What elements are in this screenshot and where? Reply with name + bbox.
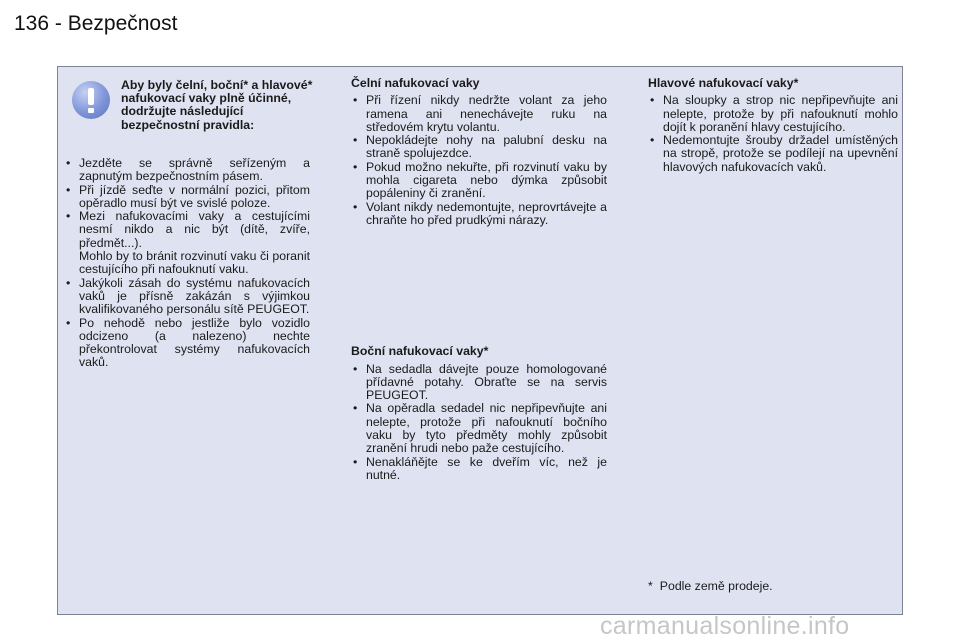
section-title: Hlavové nafukovací vaky* [648, 76, 799, 90]
list-item-continuation: Mohlo by to bránit rozvinutí vaku či poranit cestujícího při nafouknutí vaku. [79, 249, 310, 277]
exclamation-icon [72, 81, 110, 119]
warning-title: Aby byly čelní, boční* a hlavové* nafukovací vaky plně účinné, dodržujte následující bezpečnostní pravidla: [121, 78, 313, 132]
front-airbags-list [351, 94, 607, 227]
list-item: • Jezděte se správně seřízeným a zapnutým bezpečnostním pásem. [64, 157, 310, 184]
footnote [648, 579, 773, 593]
list-item: • Jakýkoli zásah do systému nafukovacích vaků je přísně zakázán s výjimkou kvalifikovaného personálu sítě PEUGEOT. [64, 277, 310, 317]
list-item: • Nepokládejte nohy na palubní desku na straně spolujezdce. [351, 134, 607, 161]
list-item: • Nenakláňějte se ke dveřím víc, než je nutné. [351, 456, 607, 483]
side-airbags-list [351, 363, 607, 483]
front-airbags-section [351, 77, 607, 227]
section-title: Čelní nafukovací vaky [351, 76, 480, 90]
column-front-side-airbags [351, 67, 607, 482]
list-item: • Volant nikdy nedemontujte, neprovrtávejte a chraňte ho před prudkými nárazy. [351, 201, 607, 228]
exclamation-bar [88, 88, 94, 105]
content-panel [57, 66, 903, 615]
list-item: • Mezi nafukovacími vaky a cestujícími nesmí nikdo a nic být (dítě, zvíře, předmět...). [64, 210, 310, 250]
page-title: 136 - Bezpečnost [14, 12, 178, 35]
list-item: • Po nehodě nebo jestliže bylo vozidlo odcizeno (a nalezeno) nechte překontrolovat systémy nafukovacích vaků. [64, 317, 310, 370]
safety-rules-list [64, 157, 310, 370]
list-item: • Nedemontujte šrouby držadel umístěných na stropě, protože se podílejí na upevnění hlavových nafukovacích vaků. [648, 134, 898, 174]
list-item: • Na sloupky a strop nic nepřipevňujte ani nelepte, protože by při nafouknutí mohlo dojít k poranění hlavy cestujícího. [648, 94, 898, 134]
head-airbags-section [648, 77, 898, 174]
side-airbags-section [351, 345, 607, 482]
list-item: • Při řízení nikdy nedržte volant za jeho ramena ani nenechávejte ruku na středovém krytu volantu. [351, 94, 607, 134]
section-title: Boční nafukovací vaky* [351, 344, 489, 359]
list-item: • Při jízdě seďte v normální pozici, přitom opěradlo musí být ve svislé poloze. [64, 184, 310, 211]
head-airbags-list [648, 94, 898, 174]
list-item: • Pokud možno nekuřte, při rozvinutí vaku by mohla cigareta nebo dýmka způsobit popáleniny či zranění. [351, 161, 607, 201]
column-head-airbags [648, 67, 898, 174]
list-item: • Na opěradla sedadel nic nepřipevňujte ani nelepte, protože při nafouknutí bočního vaku by tyto předměty mohly způsobit zranění hrudi nebo paže cestujícího. [351, 402, 607, 455]
exclamation-dot [88, 108, 94, 113]
warning-block [64, 75, 313, 157]
watermark: carmanualsonline.info [600, 612, 850, 640]
footnote-text: Podle země prodeje. [659, 579, 773, 593]
list-item: • Na sedadla dávejte pouze homologované přídavné potahy. Obraťte se na servis PEUGEOT. [351, 363, 607, 403]
column-safety-rules [64, 67, 313, 370]
footnote-asterisk: * [648, 579, 653, 593]
